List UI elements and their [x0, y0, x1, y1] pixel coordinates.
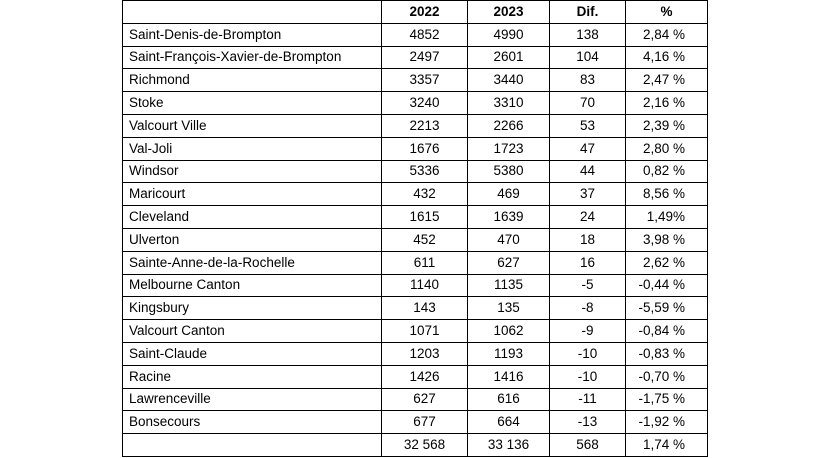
- table-row: [123, 114, 708, 137]
- cell-dif: -13: [550, 411, 626, 434]
- cell-pct: 2,62 %: [626, 251, 708, 274]
- cell-2023: 664: [468, 411, 550, 434]
- table-row: [123, 183, 708, 206]
- table-row: [123, 92, 708, 115]
- cell-pct: 2,16 %: [626, 92, 708, 115]
- table-row: [123, 137, 708, 160]
- cell-municipality: Saint-Claude: [123, 342, 382, 365]
- cell-2023: 1416: [468, 365, 550, 388]
- cell-2022: 5336: [382, 160, 468, 183]
- cell-dif: -11: [550, 388, 626, 411]
- cell-municipality: Val-Joli: [123, 137, 382, 160]
- cell-dif: 53: [550, 114, 626, 137]
- total-2022: 32 568: [382, 434, 468, 457]
- cell-municipality: Valcourt Ville: [123, 114, 382, 137]
- cell-2022: 1203: [382, 342, 468, 365]
- cell-2023: 1193: [468, 342, 550, 365]
- cell-municipality: Stoke: [123, 92, 382, 115]
- table-row: [123, 411, 708, 434]
- table-row: [123, 388, 708, 411]
- cell-2023: 1062: [468, 320, 550, 343]
- cell-pct: 8,56 %: [626, 183, 708, 206]
- cell-dif: 47: [550, 137, 626, 160]
- cell-municipality: Kingsbury: [123, 297, 382, 320]
- cell-2023: 616: [468, 388, 550, 411]
- cell-2022: 143: [382, 297, 468, 320]
- cell-municipality: Bonsecours: [123, 411, 382, 434]
- cell-pct: 1,49%: [626, 206, 708, 229]
- cell-2022: 1426: [382, 365, 468, 388]
- cell-pct: -0,84 %: [626, 320, 708, 343]
- cell-2023: 2601: [468, 46, 550, 69]
- cell-2022: 2497: [382, 46, 468, 69]
- header-pct: %: [626, 1, 708, 24]
- cell-2023: 470: [468, 228, 550, 251]
- cell-pct: 3,98 %: [626, 228, 708, 251]
- cell-pct: -1,92 %: [626, 411, 708, 434]
- table-row: [123, 46, 708, 69]
- header-dif: Dif.: [550, 1, 626, 24]
- cell-pct: 0,82 %: [626, 160, 708, 183]
- cell-municipality: Melbourne Canton: [123, 274, 382, 297]
- cell-2022: 452: [382, 228, 468, 251]
- cell-2022: 677: [382, 411, 468, 434]
- total-row: [123, 434, 708, 457]
- cell-dif: 104: [550, 46, 626, 69]
- cell-municipality: Windsor: [123, 160, 382, 183]
- cell-municipality: Ulverton: [123, 228, 382, 251]
- cell-dif: -9: [550, 320, 626, 343]
- cell-2023: 627: [468, 251, 550, 274]
- cell-municipality: Saint-Denis-de-Brompton: [123, 23, 382, 46]
- cell-2022: 627: [382, 388, 468, 411]
- cell-dif: -10: [550, 342, 626, 365]
- header-name: [123, 1, 382, 24]
- cell-dif: 16: [550, 251, 626, 274]
- cell-2023: 3310: [468, 92, 550, 115]
- cell-2022: 611: [382, 251, 468, 274]
- cell-dif: 70: [550, 92, 626, 115]
- cell-dif: 24: [550, 206, 626, 229]
- table-row: [123, 228, 708, 251]
- cell-pct: 2,80 %: [626, 137, 708, 160]
- cell-2023: 1723: [468, 137, 550, 160]
- cell-municipality: Valcourt Canton: [123, 320, 382, 343]
- cell-2023: 4990: [468, 23, 550, 46]
- cell-2023: 1135: [468, 274, 550, 297]
- cell-municipality: Cleveland: [123, 206, 382, 229]
- table-row: [123, 160, 708, 183]
- cell-2023: 135: [468, 297, 550, 320]
- cell-2022: 1140: [382, 274, 468, 297]
- cell-municipality: Lawrenceville: [123, 388, 382, 411]
- header-2023: 2023: [468, 1, 550, 24]
- table-row: [123, 251, 708, 274]
- cell-2022: 3240: [382, 92, 468, 115]
- cell-pct: 2,47 %: [626, 69, 708, 92]
- cell-pct: -0,83 %: [626, 342, 708, 365]
- cell-pct: -0,70 %: [626, 365, 708, 388]
- header-row: [123, 1, 708, 24]
- cell-municipality: Maricourt: [123, 183, 382, 206]
- table-row: [123, 297, 708, 320]
- table-row: [123, 69, 708, 92]
- header-2022: 2022: [382, 1, 468, 24]
- cell-pct: 4,16 %: [626, 46, 708, 69]
- cell-2023: 3440: [468, 69, 550, 92]
- cell-pct: 2,84 %: [626, 23, 708, 46]
- cell-municipality: Richmond: [123, 69, 382, 92]
- cell-2023: 2266: [468, 114, 550, 137]
- cell-2022: 1676: [382, 137, 468, 160]
- table-row: [123, 23, 708, 46]
- cell-dif: -5: [550, 274, 626, 297]
- cell-2023: 469: [468, 183, 550, 206]
- cell-pct: -1,75 %: [626, 388, 708, 411]
- cell-2022: 432: [382, 183, 468, 206]
- cell-dif: 44: [550, 160, 626, 183]
- cell-2022: 3357: [382, 69, 468, 92]
- cell-2022: 1615: [382, 206, 468, 229]
- table-row: [123, 206, 708, 229]
- cell-municipality: Racine: [123, 365, 382, 388]
- cell-pct: -5,59 %: [626, 297, 708, 320]
- total-label: [123, 434, 382, 457]
- cell-municipality: Saint-François-Xavier-de-Brompton: [123, 46, 382, 69]
- cell-2022: 2213: [382, 114, 468, 137]
- total-pct: 1,74 %: [626, 434, 708, 457]
- table-row: [123, 274, 708, 297]
- cell-municipality: Sainte-Anne-de-la-Rochelle: [123, 251, 382, 274]
- cell-dif: 37: [550, 183, 626, 206]
- table-row: [123, 365, 708, 388]
- cell-dif: -10: [550, 365, 626, 388]
- cell-2022: 1071: [382, 320, 468, 343]
- cell-2022: 4852: [382, 23, 468, 46]
- cell-pct: -0,44 %: [626, 274, 708, 297]
- cell-dif: 138: [550, 23, 626, 46]
- cell-2023: 1639: [468, 206, 550, 229]
- cell-pct: 2,39 %: [626, 114, 708, 137]
- cell-dif: 83: [550, 69, 626, 92]
- total-2023: 33 136: [468, 434, 550, 457]
- cell-dif: -8: [550, 297, 626, 320]
- cell-2023: 5380: [468, 160, 550, 183]
- total-dif: 568: [550, 434, 626, 457]
- cell-dif: 18: [550, 228, 626, 251]
- table-row: [123, 320, 708, 343]
- population-table: [122, 0, 708, 457]
- table-row: [123, 342, 708, 365]
